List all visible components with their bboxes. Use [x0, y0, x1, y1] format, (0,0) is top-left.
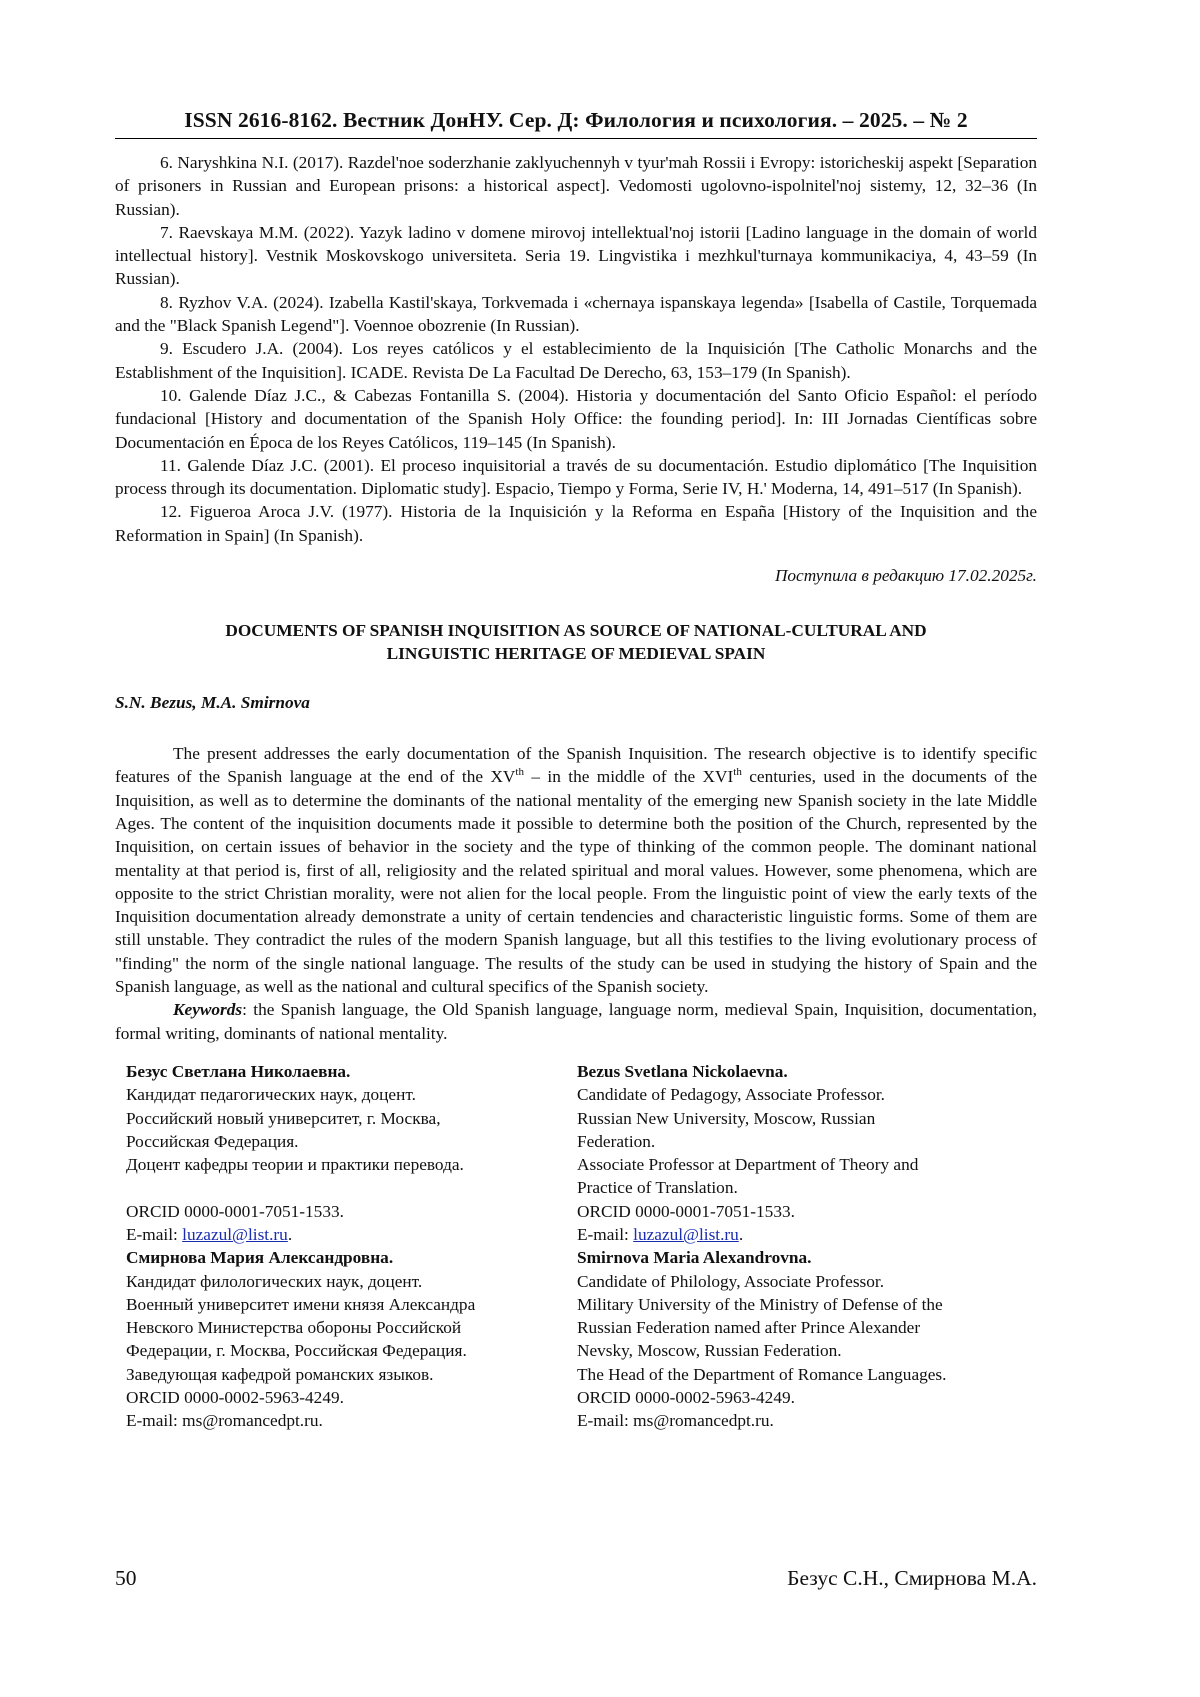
received-date-note: Поступила в редакцию 17.02.2025г. — [774, 566, 1037, 586]
author-affiliation: Невского Министерства обороны Российской — [126, 1318, 462, 1338]
reference-item: 7. Raevskaya M.M. (2022). Yazyk ladino v domene mirovoj intellektual'noj istorii [Ladino language in the domain of world intellectual history]. Vestnik Moskovskogo universiteta. Seria 19. Lingvistika i mezhkul'turnaya kommunikaciya, 4, 43–59 (In Russian). — [115, 222, 1037, 289]
article-title — [115, 619, 1037, 665]
author-affiliation: Российский новый университет, г. Москва, — [126, 1108, 441, 1128]
reference-item: 6. Naryshkina N.I. (2017). Razdel'noe soderzhanie zaklyuchennyh v tyur'mah Rossii i Evropy: istoricheskij aspekt [Separation of prisoners in Russian and European prisons: a historical aspect]. Vedomosti ugolovno-ispolnitel'noj sistemy, 12, 32–36 (In Russian). — [115, 153, 1037, 219]
author-info-table — [115, 1060, 1037, 1433]
author-affiliation: Federation. — [577, 1131, 656, 1151]
author-position: Practice of Translation. — [577, 1178, 738, 1198]
journal-page — [115, 108, 1037, 1433]
page-footer — [115, 1566, 1037, 1591]
author-degree: Кандидат педагогических наук, доцент. — [126, 1085, 416, 1105]
reference-list — [115, 151, 1037, 547]
author-degree: Candidate of Philology, Associate Professor. — [577, 1271, 885, 1291]
author-name: Смирнова Мария Александровна. — [126, 1248, 394, 1268]
reference-item: 10. Galende Díaz J.C., & Cabezas Fontanilla S. (2004). Historia y documentación del Santo Oficio Español: el período fundacional [History and documentation of the Spanish Holy Office: the founding period]. In: III Jornadas Científicas sobre Documentación en Época de los Reyes Católicos, 119–145 (In Spanish). — [115, 385, 1037, 452]
running-authors: Безус С.Н., Смирнова М.А. — [787, 1566, 1037, 1590]
author-orcid: ORCID 0000-0002-5963-4249. — [126, 1388, 344, 1408]
spacer — [126, 1176, 575, 1199]
author-email: E-mail: luzazul@list.ru. — [126, 1224, 293, 1244]
keywords — [115, 998, 1037, 1045]
author-position: Заведующая кафедрой романских языков. — [126, 1364, 434, 1384]
keywords-text: : the Spanish language, the Old Spanish language, language norm, medieval Spain, Inquisition, documentation, formal writing, dominants of national mentality. — [115, 1000, 1037, 1043]
author-affiliation: Military University of the Ministry of Defense of the — [577, 1294, 943, 1314]
reference-item: 12. Figueroa Aroca J.V. (1977). Historia de la Inquisición y la Reforma en España [History of the Inquisition and the Reformation in Spain] (In Spanish). — [115, 502, 1037, 545]
author-email: E-mail: ms@romancedpt.ru. — [577, 1411, 774, 1431]
article-authors: S.N. Bezus, M.A. Smirnova — [115, 693, 310, 713]
abstract — [115, 742, 1037, 1045]
article-title-line: LINGUISTIC HERITAGE OF MEDIEVAL SPAIN — [386, 644, 766, 664]
author-orcid: ORCID 0000-0001-7051-1533. — [577, 1201, 795, 1221]
author-email: E-mail: luzazul@list.ru. — [577, 1224, 744, 1244]
author-orcid: ORCID 0000-0001-7051-1533. — [126, 1201, 344, 1221]
author-info-english — [575, 1060, 1037, 1433]
author-position: Доцент кафедры теории и практики перевода. — [126, 1155, 464, 1175]
email-link[interactable]: luzazul@list.ru — [182, 1224, 288, 1244]
author-affiliation: Nevsky, Moscow, Russian Federation. — [577, 1341, 842, 1361]
article-title-line: DOCUMENTS OF SPANISH INQUISITION AS SOURCE OF NATIONAL-CULTURAL AND — [225, 621, 927, 641]
author-name: Bezus Svetlana Nickolaevna. — [577, 1061, 788, 1081]
email-link[interactable]: luzazul@list.ru — [633, 1224, 739, 1244]
author-affiliation: Russian Federation named after Prince Alexander — [577, 1318, 921, 1338]
keywords-label: Keywords — [173, 1000, 243, 1020]
author-name: Smirnova Maria Alexandrovna. — [577, 1248, 812, 1268]
author-name: Безус Светлана Николаевна. — [126, 1061, 351, 1081]
page-number: 50 — [115, 1566, 137, 1590]
reference-item: 8. Ryzhov V.A. (2024). Izabella Kastil'skaya, Torkvemada i «chernaya ispanskaya legenda» [Isabella of Castile, Torquemada and the "Black Spanish Legend"]. Voennoe obozrenie (In Russian). — [115, 292, 1037, 336]
author-degree: Candidate of Pedagogy, Associate Professor. — [577, 1085, 885, 1105]
author-email: E-mail: ms@romancedpt.ru. — [126, 1411, 323, 1431]
author-position: Associate Professor at Department of Theory and — [577, 1155, 919, 1175]
author-position: The Head of the Department of Romance Languages. — [577, 1364, 947, 1384]
author-degree: Кандидат филологических наук, доцент. — [126, 1271, 423, 1291]
author-affiliation: Russian New University, Moscow, Russian — [577, 1108, 876, 1128]
author-affiliation: Военный университет имени князя Александра — [126, 1294, 476, 1314]
abstract-text: The present addresses the early documentation of the Spanish Inquisition. The research objective is to identify specific features of the Spanish language at the end of the XVth – in the middle of the XVIth centuries, used in the documents of the Inquisition, as well as to determine the dominants of the national mentality of the emerging new Spanish society in the late Middle Ages. The content of the inquisition documents made it possible to determine both the position of the Church, represented by the Inquisition, on certain issues of behavior in the society and the type of thinking of the common people. The dominant national mentality at that period is, first of all, religiosity and the related spiritual and moral values. However, some phenomena, which are opposite to the strict Christian morality, were not alien for the local people. From the linguistic point of view the early texts of the Inquisition documentation already demonstrate a unity of certain tendencies and characteristic linguistic forms. Some of them are still unstable. They contradict the rules of the modern Spanish language, but all this testifies to the living evolutionary process of "finding" the norm of the single national language. The results of the study can be used in studying the history of Spain and the Spanish language, as well as the national and cultural specifics of the Spanish society. — [115, 744, 1038, 997]
author-affiliation: Российская Федерация. — [126, 1131, 299, 1151]
author-info-russian — [115, 1060, 575, 1433]
running-header: ISSN 2616-8162. Вестник ДонНУ. Сер. Д: Филология и психология. – 2025. – № 2 — [115, 108, 1037, 139]
reference-item: 9. Escudero J.A. (2004). Los reyes católicos y el establecimiento de la Inquisición [The Catholic Monarchs and the Establishment of the Inquisition]. ICADE. Revista De La Facultad De Derecho, 63, 153–179 (In Spanish). — [115, 339, 1037, 382]
reference-item: 11. Galende Díaz J.C. (2001). El proceso inquisitorial a través de su documentación. Estudio diplomático [The Inquisition process through its documentation. Diplomatic study]. Espacio, Tiempo y Forma, Serie IV, H.' Moderna, 14, 491–517 (In Spanish). — [115, 455, 1037, 499]
author-orcid: ORCID 0000-0002-5963-4249. — [577, 1388, 795, 1408]
author-affiliation: Федерации, г. Москва, Российская Федерация. — [126, 1341, 467, 1361]
